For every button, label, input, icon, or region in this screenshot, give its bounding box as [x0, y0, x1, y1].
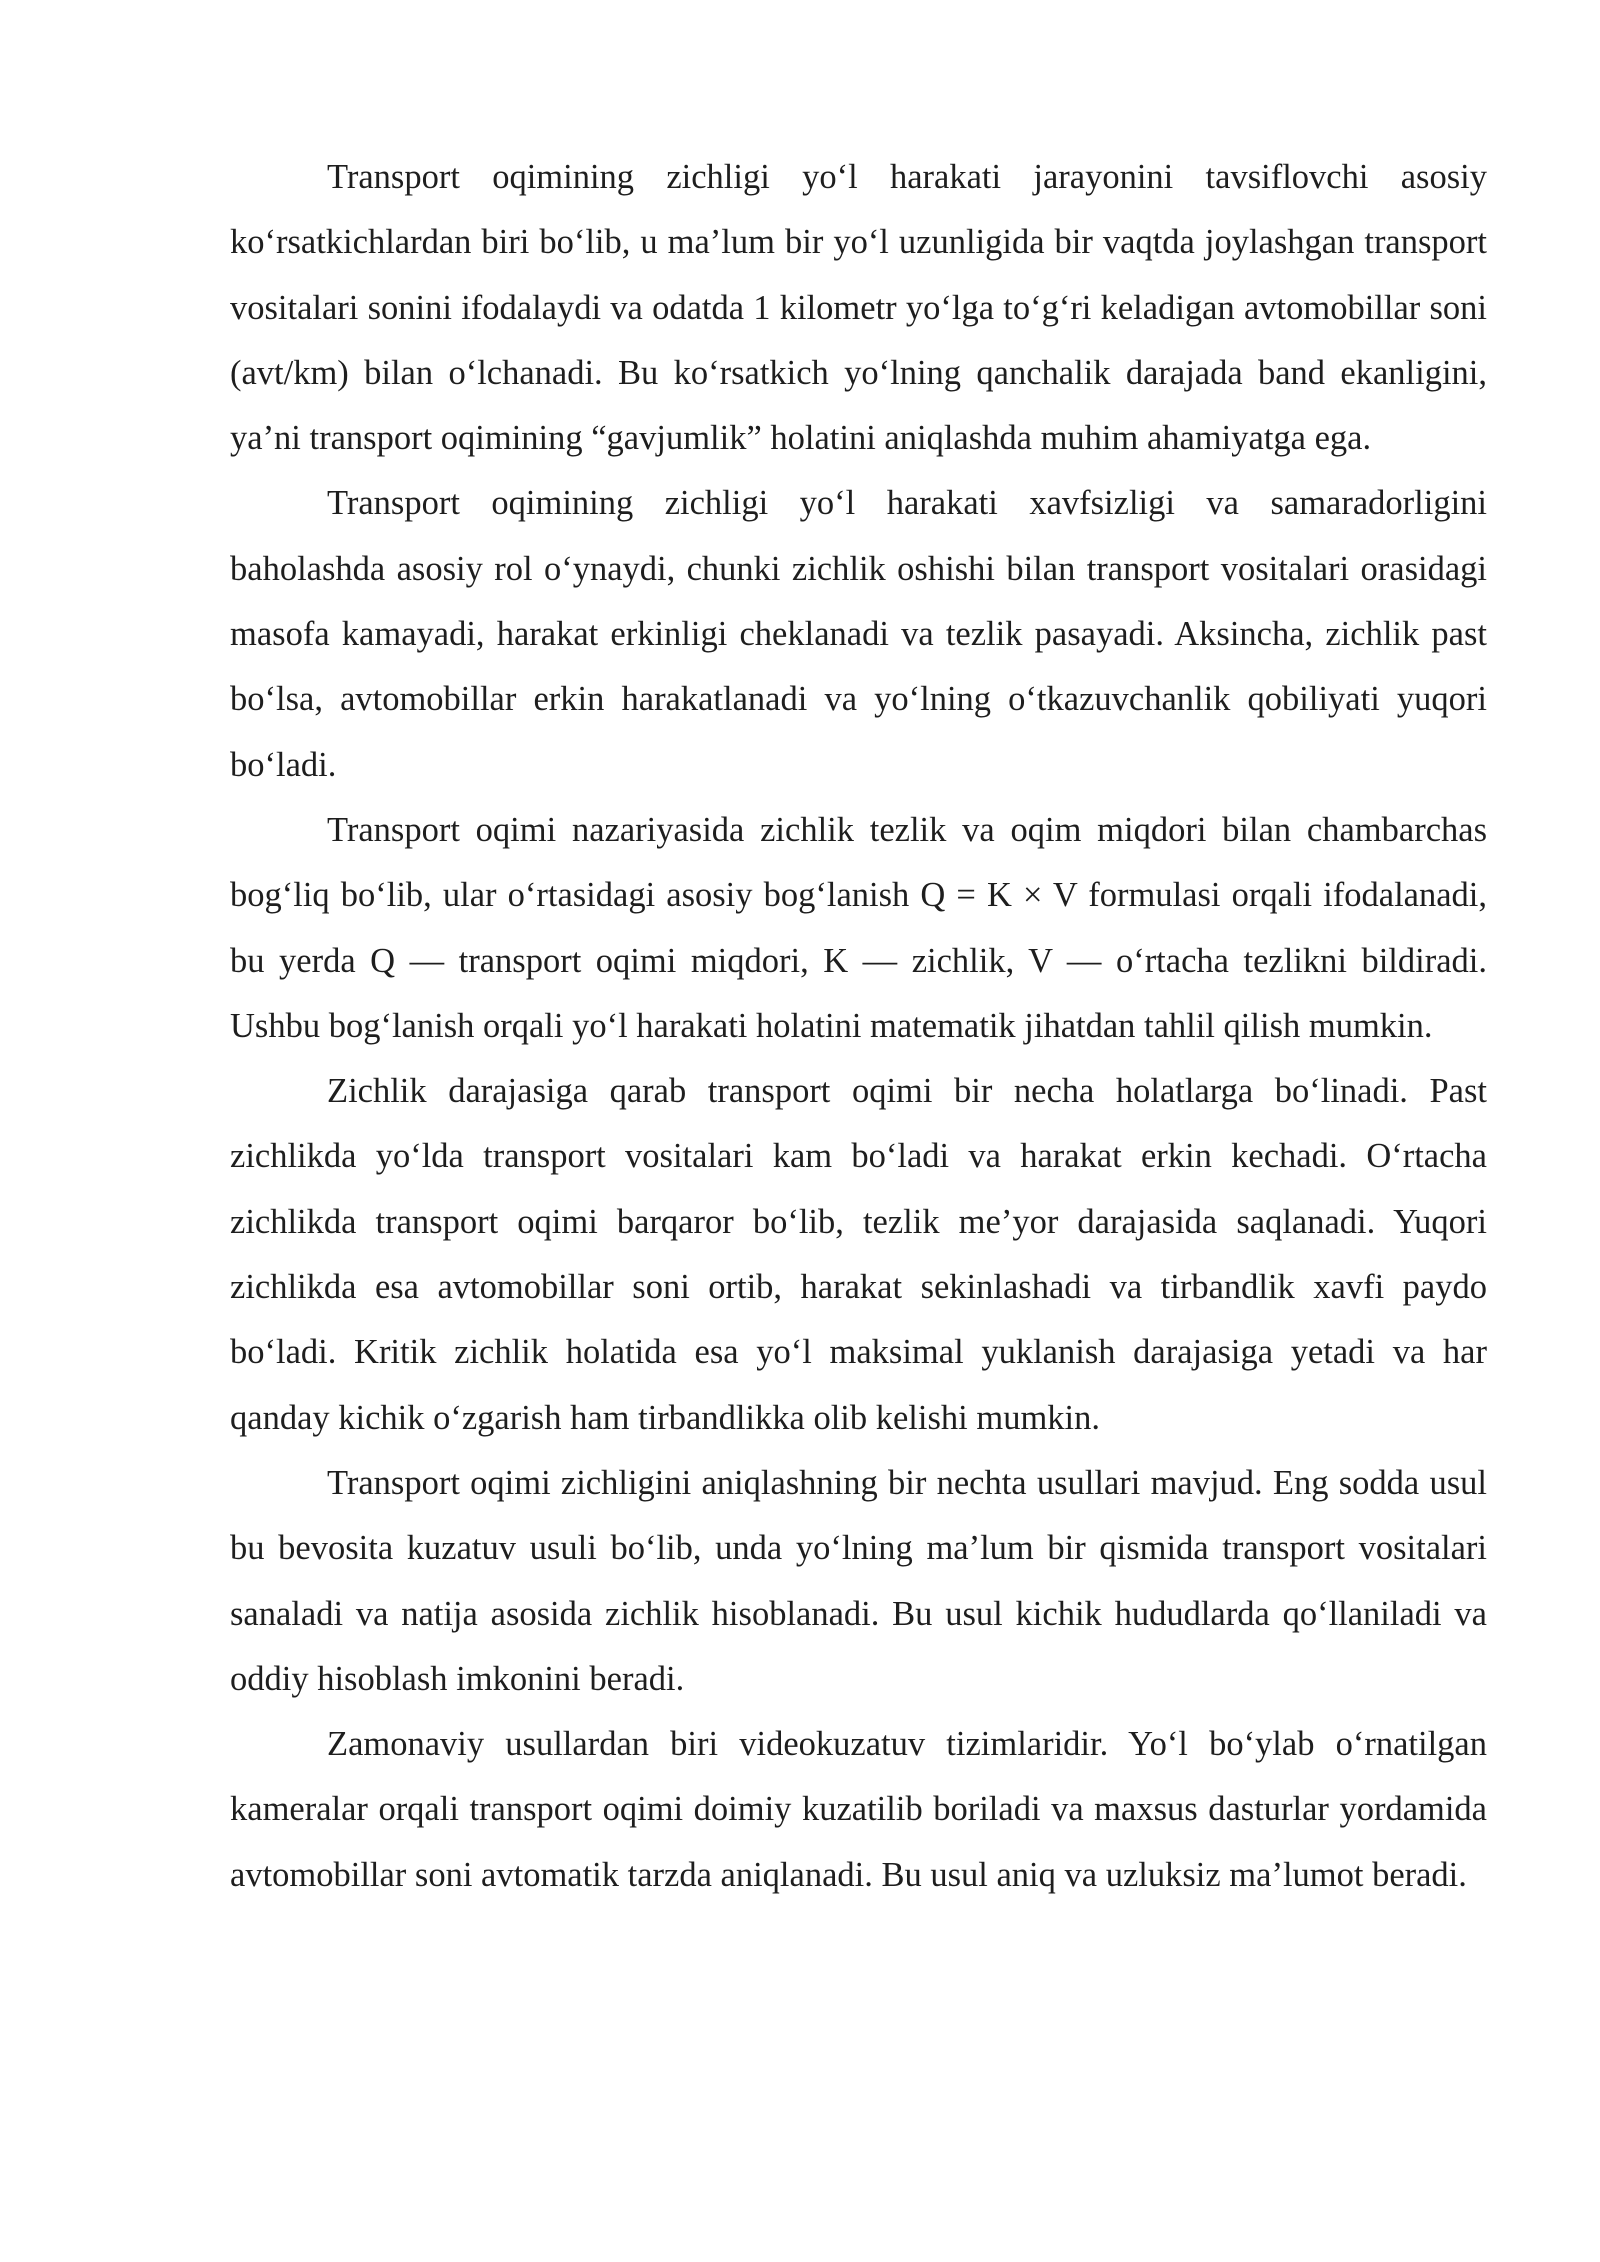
paragraph-6: Zamonaviy usullardan biri videokuzatuv tizimlaridir. Yo‘l bo‘ylab o‘rnatilgan kameralar orqali transport oqimi doimiy kuzatilib boriladi va maxsus dasturlar yordamida avtomobillar soni avtomatik tarzda aniqlanadi. Bu usul aniq va uzluksiz ma’lumot beradi.: [230, 1725, 1487, 1894]
paragraph-2: Transport oqimining zichligi yo‘l harakati xavfsizligi va samaradorligini baholashda asosiy rol o‘ynaydi, chunki zichlik oshishi bilan transport vositalari orasidagi masofa kamayadi, harakat erkinligi cheklanadi va tezlik pasayadi. Aksincha, zichlik past bo‘lsa, avtomobillar erkin harakatlanadi va yo‘lning o‘tkazuvchanlik qobiliyati yuqori bo‘ladi.: [230, 484, 1487, 784]
paragraph-4: Zichlik darajasiga qarab transport oqimi bir necha holatlarga bo‘linadi. Past zichlikda yo‘lda transport vositalari kam bo‘ladi va harakat erkin kechadi. O‘rtacha zichlikda transport oqimi barqaror bo‘lib, tezlik me’yor darajasida saqlanadi. Yuqori zichlikda esa avtomobillar soni ortib, harakat sekinlashadi va tirbandlik xavfi paydo bo‘ladi. Kritik zichlik holatida esa yo‘l maksimal yuklanish darajasiga yetadi va har qanday kichik o‘zgarish ham tirbandlikka olib kelishi mumkin.: [230, 1072, 1487, 1437]
paragraph-3: Transport oqimi nazariyasida zichlik tezlik va oqim miqdori bilan chambarchas bog‘liq bo‘lib, ular o‘rtasidagi asosiy bog‘lanish Q = K × V formulasi orqali ifodalanadi, bu yerda Q — transport oqimi miqdori, K — zichlik, V — o‘rtacha tezlikni bildiradi. Ushbu bog‘lanish orqali yo‘l harakati holatini matematik jihatdan tahlil qilish mumkin.: [230, 810, 1487, 1045]
paragraph-5: Transport oqimi zichligini aniqlashning bir nechta usullari mavjud. Eng sodda usul bu bevosita kuzatuv usuli bo‘lib, unda yo‘lning ma’lum bir qismida transport vositalari sanaladi va natija asosida zichlik hisoblanadi. Bu usul kichik hududlarda qo‘llaniladi va oddiy hisoblash imkonini beradi.: [230, 1463, 1487, 1698]
paragraph-1: Transport oqimining zichligi yo‘l harakati jarayonini tavsiflovchi asosiy ko‘rsatkichlardan biri bo‘lib, u ma’lum bir yo‘l uzunligida bir vaqtda joylashgan transport vositalari sonini ifodalaydi va odatda 1 kilometr yo‘lga to‘g‘ri keladigan avtomobillar soni (avt/km) bilan o‘lchanadi. Bu ko‘rsatkich yo‘lning qanchalik darajada band ekanligini, ya’ni transport oqimining “gavjumlik” holatini aniqlashda muhim ahamiyatga ega.: [230, 158, 1487, 458]
body-text: [230, 145, 1487, 1908]
